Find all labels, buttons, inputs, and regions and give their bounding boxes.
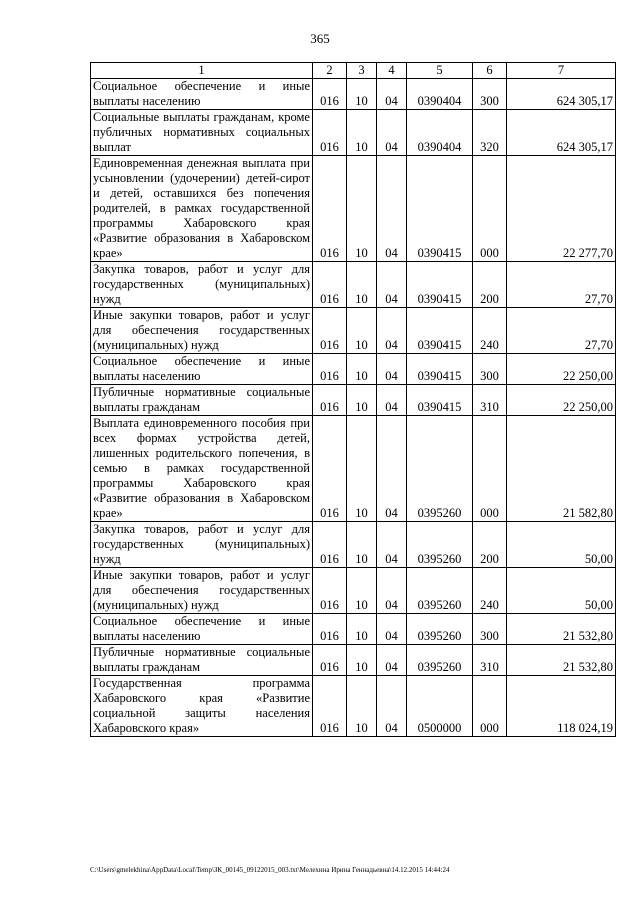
row-cell-2: 016 [313, 614, 347, 645]
row-cell-5: 0390415 [407, 262, 473, 308]
row-cell-3: 10 [347, 676, 377, 737]
row-cell-5: 0390415 [407, 308, 473, 354]
row-cell-2: 016 [313, 676, 347, 737]
row-cell-6: 000 [473, 156, 507, 262]
row-name-cell: Социальное обеспечение и иные выплаты населению [91, 614, 313, 645]
row-name-cell: Единовременная денежная выплата при усыновлении (удочерении) детей-сирот и детей, оставшихся без попечения родителей, в рамках государственной программы Хабаровского края «Развитие образования в Хабаровском крае» [91, 156, 313, 262]
row-cell-5: 0395260 [407, 614, 473, 645]
table-body [91, 79, 616, 737]
row-cell-5: 0390415 [407, 354, 473, 385]
table-row [91, 614, 616, 645]
row-cell-6: 200 [473, 262, 507, 308]
row-amount-cell: 50,00 [507, 568, 616, 614]
table-row [91, 645, 616, 676]
table-row [91, 568, 616, 614]
row-cell-4: 04 [377, 614, 407, 645]
row-cell-4: 04 [377, 645, 407, 676]
row-cell-2: 016 [313, 385, 347, 416]
row-amount-cell: 27,70 [507, 262, 616, 308]
row-amount-cell: 21 532,80 [507, 645, 616, 676]
row-cell-4: 04 [377, 568, 407, 614]
row-name-cell: Публичные нормативные социальные выплаты гражданам [91, 645, 313, 676]
column-header: 3 [347, 63, 377, 79]
row-cell-5: 0500000 [407, 676, 473, 737]
table-row [91, 262, 616, 308]
table-row [91, 416, 616, 522]
row-cell-5: 0395260 [407, 522, 473, 568]
row-cell-6: 300 [473, 614, 507, 645]
row-cell-2: 016 [313, 568, 347, 614]
row-cell-6: 000 [473, 416, 507, 522]
row-name-cell: Социальное обеспечение и иные выплаты населению [91, 354, 313, 385]
table-row [91, 79, 616, 110]
row-cell-5: 0395260 [407, 416, 473, 522]
row-cell-3: 10 [347, 110, 377, 156]
row-amount-cell: 624 305,17 [507, 110, 616, 156]
row-cell-5: 0390415 [407, 156, 473, 262]
row-cell-4: 04 [377, 79, 407, 110]
table-row [91, 676, 616, 737]
row-amount-cell: 22 250,00 [507, 354, 616, 385]
row-amount-cell: 21 532,80 [507, 614, 616, 645]
table-row [91, 110, 616, 156]
row-amount-cell: 21 582,80 [507, 416, 616, 522]
row-cell-5: 0395260 [407, 645, 473, 676]
column-header: 2 [313, 63, 347, 79]
row-cell-3: 10 [347, 614, 377, 645]
row-cell-5: 0390404 [407, 110, 473, 156]
row-cell-6: 320 [473, 110, 507, 156]
table-row [91, 354, 616, 385]
row-cell-3: 10 [347, 522, 377, 568]
budget-table [90, 62, 616, 737]
row-cell-2: 016 [313, 308, 347, 354]
row-amount-cell: 624 305,17 [507, 79, 616, 110]
row-cell-3: 10 [347, 416, 377, 522]
row-name-cell: Закупка товаров, работ и услуг для государственных (муниципальных) нужд [91, 262, 313, 308]
row-name-cell: Иные закупки товаров, работ и услуг для обеспечения государственных (муниципальных) нужд [91, 308, 313, 354]
table-header-row [91, 63, 616, 79]
row-cell-6: 240 [473, 308, 507, 354]
row-cell-3: 10 [347, 156, 377, 262]
row-cell-5: 0390415 [407, 385, 473, 416]
row-cell-4: 04 [377, 308, 407, 354]
row-cell-3: 10 [347, 308, 377, 354]
table-row [91, 385, 616, 416]
row-cell-2: 016 [313, 354, 347, 385]
row-cell-3: 10 [347, 645, 377, 676]
row-cell-4: 04 [377, 354, 407, 385]
row-name-cell: Социальное обеспечение и иные выплаты населению [91, 79, 313, 110]
row-cell-5: 0390404 [407, 79, 473, 110]
row-name-cell: Публичные нормативные социальные выплаты гражданам [91, 385, 313, 416]
row-amount-cell: 27,70 [507, 308, 616, 354]
row-cell-4: 04 [377, 416, 407, 522]
table-row [91, 522, 616, 568]
footer-path: C:\Users\gmelekhina\AppData\Local\Temp\ЗК_00145_09122015_003.txt\Мелехина Ирина Геннадьевна\14.12.2015 14:44:24 [90, 866, 450, 874]
row-cell-3: 10 [347, 568, 377, 614]
row-name-cell: Государственная программа Хабаровского края «Развитие социальной защиты населения Хабаровского края» [91, 676, 313, 737]
row-name-cell: Выплата единовременного пособия при всех формах устройства детей, лишенных родительского попечения, в семью в рамках государственной программы Хабаровского края «Развитие образования в Хабаровском крае» [91, 416, 313, 522]
column-header: 1 [91, 63, 313, 79]
row-name-cell: Иные закупки товаров, работ и услуг для обеспечения государственных (муниципальных) нужд [91, 568, 313, 614]
table-row [91, 308, 616, 354]
row-cell-3: 10 [347, 385, 377, 416]
row-cell-4: 04 [377, 522, 407, 568]
column-header: 4 [377, 63, 407, 79]
row-cell-2: 016 [313, 156, 347, 262]
row-amount-cell: 50,00 [507, 522, 616, 568]
row-cell-4: 04 [377, 676, 407, 737]
row-cell-4: 04 [377, 262, 407, 308]
row-cell-6: 240 [473, 568, 507, 614]
row-name-cell: Закупка товаров, работ и услуг для государственных (муниципальных) нужд [91, 522, 313, 568]
row-cell-6: 310 [473, 645, 507, 676]
row-cell-6: 200 [473, 522, 507, 568]
row-cell-4: 04 [377, 156, 407, 262]
row-cell-4: 04 [377, 385, 407, 416]
row-cell-2: 016 [313, 416, 347, 522]
row-cell-5: 0395260 [407, 568, 473, 614]
row-cell-3: 10 [347, 262, 377, 308]
row-cell-3: 10 [347, 79, 377, 110]
row-cell-2: 016 [313, 79, 347, 110]
row-cell-6: 300 [473, 79, 507, 110]
row-cell-2: 016 [313, 110, 347, 156]
row-amount-cell: 22 250,00 [507, 385, 616, 416]
column-header: 7 [507, 63, 616, 79]
row-name-cell: Социальные выплаты гражданам, кроме публичных нормативных социальных выплат [91, 110, 313, 156]
table-row [91, 156, 616, 262]
row-cell-2: 016 [313, 262, 347, 308]
column-header: 6 [473, 63, 507, 79]
row-amount-cell: 118 024,19 [507, 676, 616, 737]
row-cell-2: 016 [313, 645, 347, 676]
row-cell-6: 300 [473, 354, 507, 385]
row-cell-3: 10 [347, 354, 377, 385]
row-cell-4: 04 [377, 110, 407, 156]
row-cell-2: 016 [313, 522, 347, 568]
row-cell-6: 000 [473, 676, 507, 737]
page-number: 365 [310, 31, 330, 46]
column-header: 5 [407, 63, 473, 79]
row-cell-6: 310 [473, 385, 507, 416]
row-amount-cell: 22 277,70 [507, 156, 616, 262]
